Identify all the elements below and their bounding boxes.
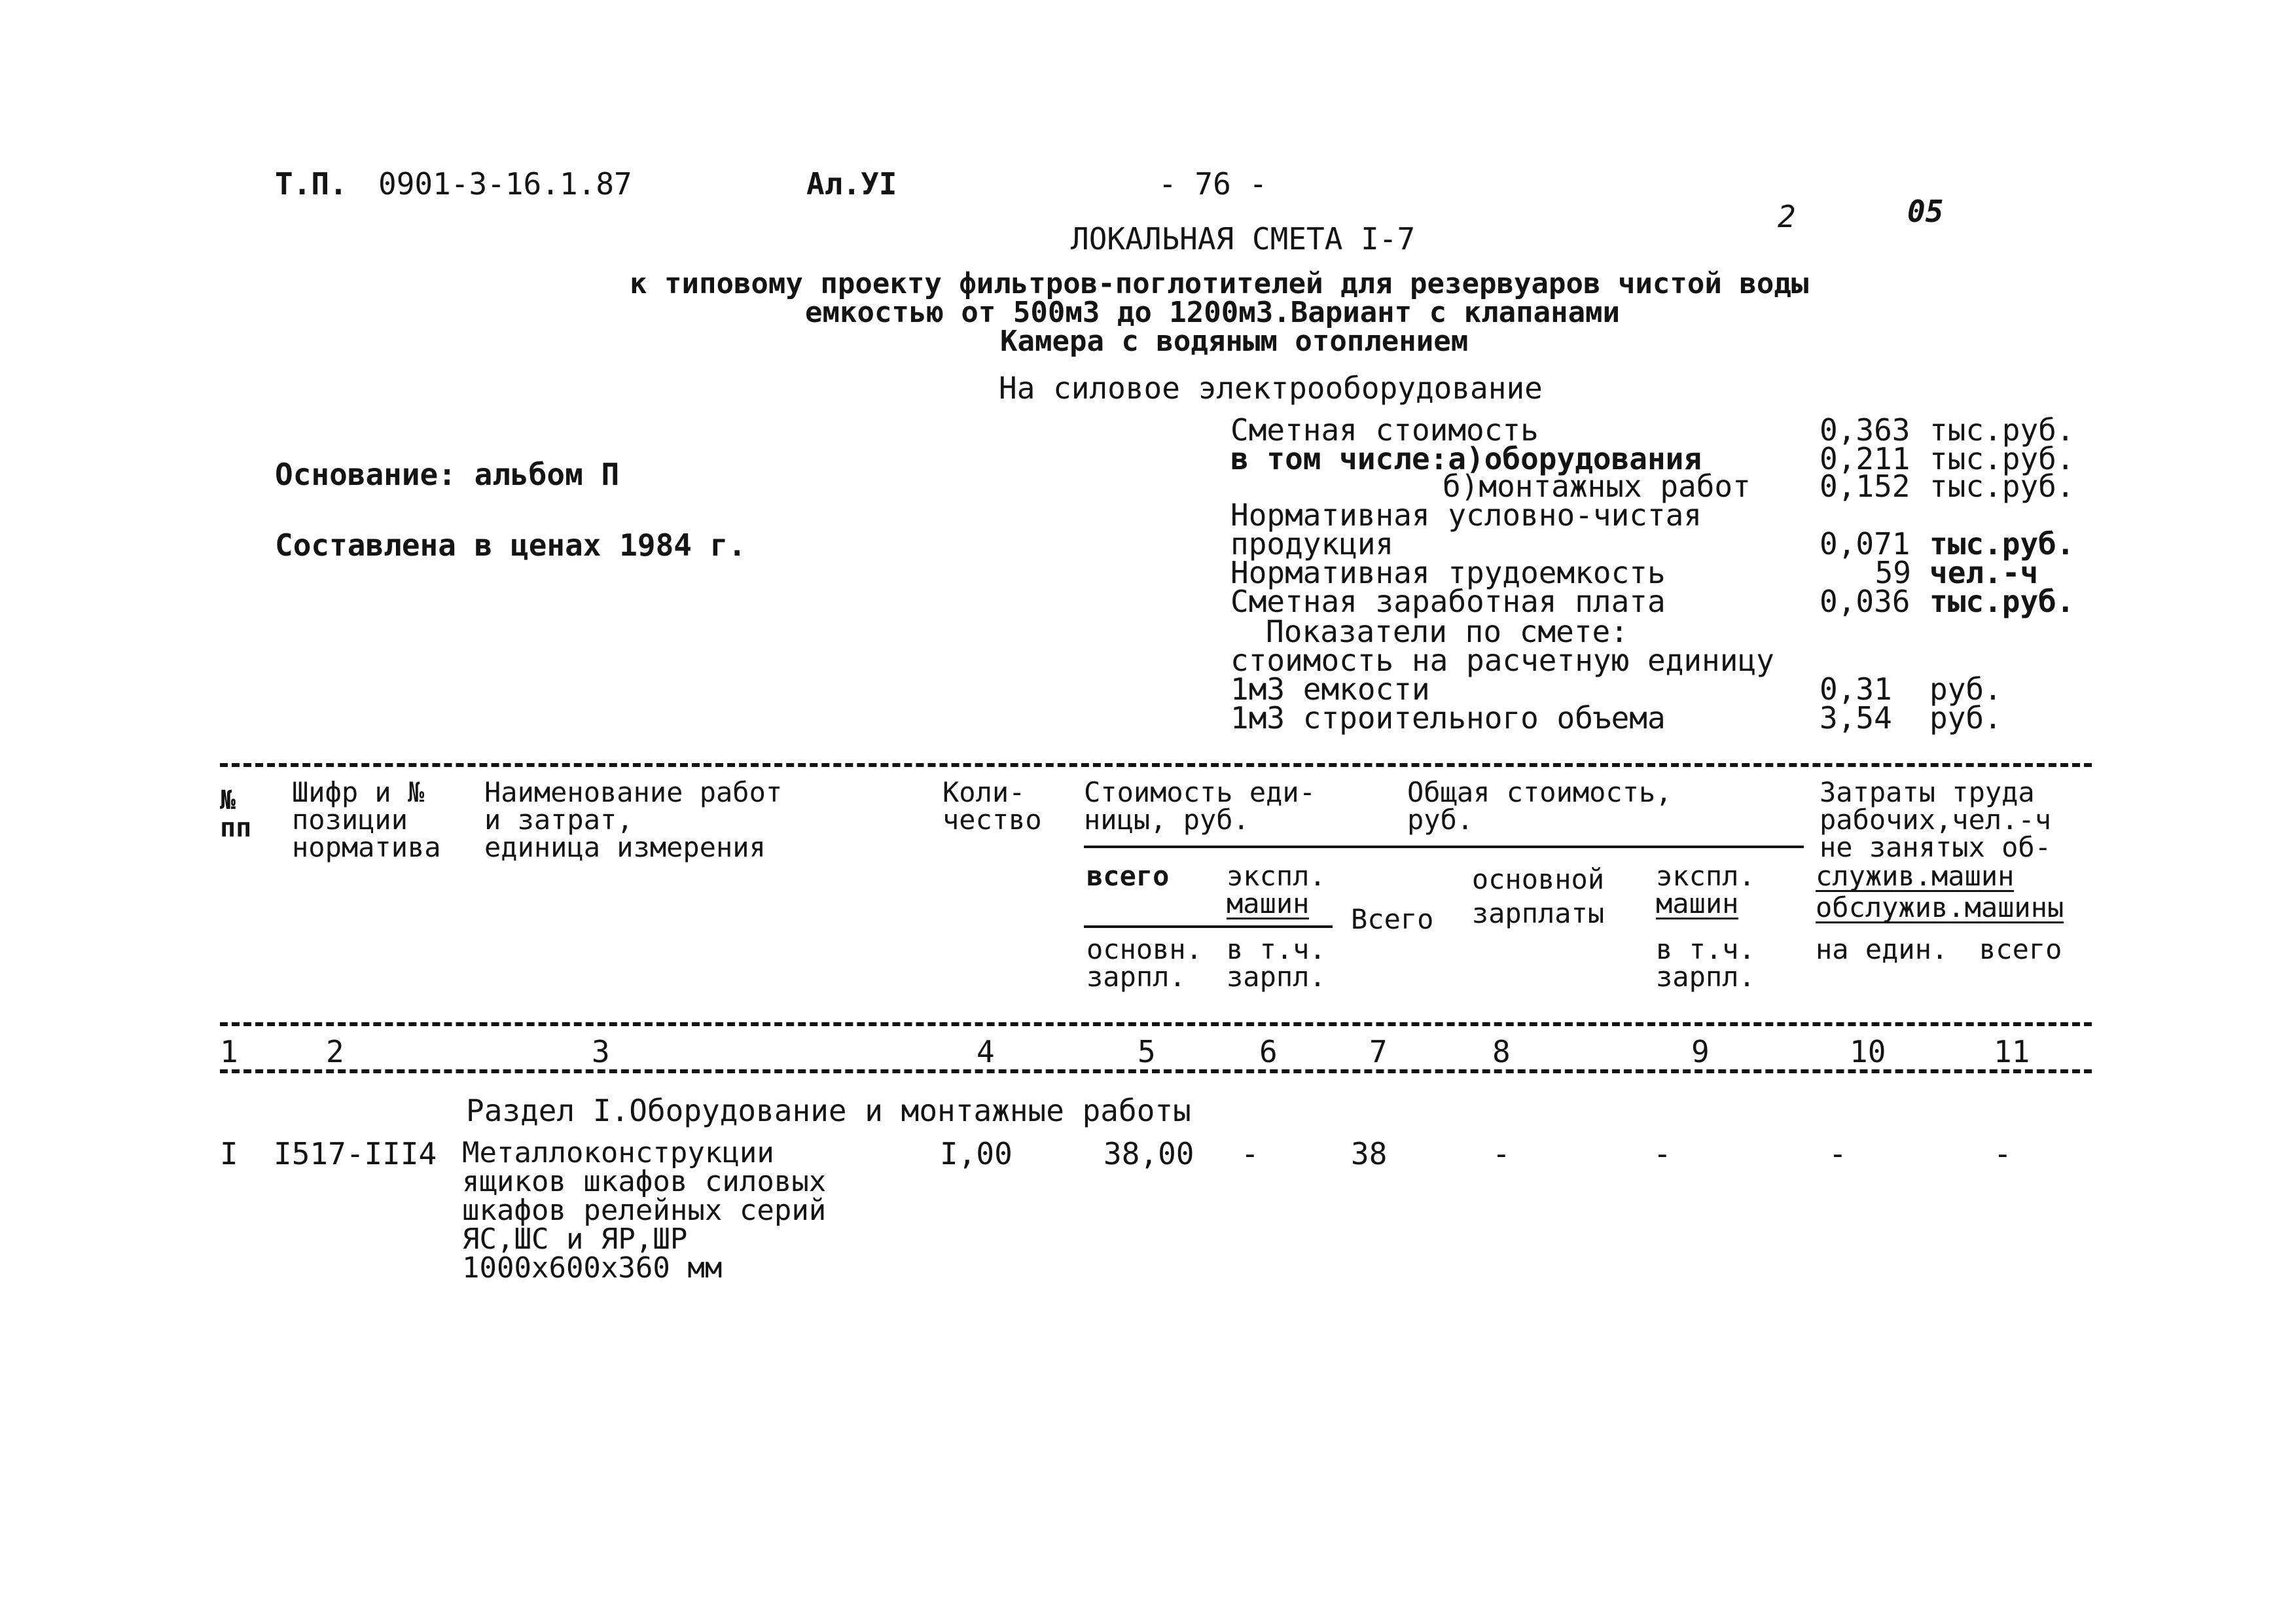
summary-label: Показатели по смете: xyxy=(1266,614,1628,649)
summary-unit: руб. xyxy=(1929,671,2002,707)
summary-unit: тыс.руб. xyxy=(1929,584,2075,619)
header-total-base: основной зарплаты xyxy=(1471,863,1605,929)
header-col-number: № пп xyxy=(220,785,252,843)
header-unit-cost: Стоимость еди- ницы, руб. xyxy=(1084,776,1316,836)
handwritten-mark-2: 05 xyxy=(1907,194,1944,229)
row-total-base: - xyxy=(1492,1136,1511,1171)
doc-number: 0901-3-16.1.87 xyxy=(378,166,632,202)
row-total: 38 xyxy=(1351,1136,1388,1171)
header-total-all: Всего xyxy=(1351,903,1434,935)
column-number: 8 xyxy=(1492,1034,1511,1069)
summary-label: Сметная заработная плата xyxy=(1230,584,1666,619)
basis-album: Основание: альбом П xyxy=(275,457,620,492)
title-line-3: Камера с водяным отоплением xyxy=(1000,325,1469,358)
summary-value: 0,211 xyxy=(1820,441,1910,476)
summary-value: 3,54 xyxy=(1820,700,1892,736)
row-labor-total: - xyxy=(1994,1136,2012,1171)
summary-unit: чел.-ч xyxy=(1929,555,2039,590)
document-title: ЛОКАЛЬНАЯ СМЕТА I-7 xyxy=(1071,221,1416,257)
column-number: 9 xyxy=(1691,1034,1710,1069)
page-number: - 76 - xyxy=(1158,166,1268,202)
column-number: 1 xyxy=(220,1034,238,1069)
summary-label: Нормативная условно-чистая xyxy=(1230,497,1702,533)
row-unit-mach: - xyxy=(1241,1136,1259,1171)
row-quantity: I,00 xyxy=(940,1136,1013,1171)
summary-value: 0,071 xyxy=(1820,526,1910,562)
header-labor: Затраты труда рабочих,чел.-ч не занятых об- xyxy=(1820,776,2052,863)
header-unit-mach-wage: в т.ч. зарпл. xyxy=(1227,933,1326,993)
row-number: I xyxy=(220,1136,238,1171)
row-total-mach: - xyxy=(1653,1136,1672,1171)
summary-unit: руб. xyxy=(1929,700,2002,736)
column-number: 4 xyxy=(977,1034,995,1069)
row-unit-total: 38,00 xyxy=(1103,1136,1194,1171)
title-line-1: к типовому проекту фильтров-поглотителей для резервуаров чистой воды xyxy=(630,267,1809,300)
summary-label: в том числе:а)оборудования xyxy=(1230,441,1702,476)
header-total-mach: экспл. xyxy=(1656,860,1755,892)
column-number: 6 xyxy=(1259,1034,1278,1069)
column-number: 7 xyxy=(1369,1034,1388,1069)
row-name: Металлоконструкции ящиков шкафов силовых шкафов релейных серий ЯС,ШС и ЯР,ШР 1000х600х360 мм xyxy=(462,1136,827,1285)
header-bottom-rule xyxy=(220,1022,2092,1026)
header-col-name: Наименование работ и затрат, единица измерения xyxy=(484,776,783,863)
summary-label: 1м3 строительного объема xyxy=(1230,700,1666,736)
header-unit-mach-2: машин xyxy=(1227,887,1310,919)
column-number: 11 xyxy=(1994,1034,2030,1069)
header-total-cost: Общая стоимость, руб. xyxy=(1407,776,1672,836)
header-labor-b: обслужив.машины xyxy=(1816,891,2064,923)
header-unit-base-wage: основн. зарпл. xyxy=(1086,933,1203,993)
column-number: 5 xyxy=(1138,1034,1156,1069)
summary-unit: тыс.руб. xyxy=(1929,441,2075,476)
header-labor-total: всего xyxy=(1979,933,2062,965)
column-number: 2 xyxy=(326,1034,344,1069)
summary-label: Нормативная трудоемкость xyxy=(1230,555,1666,590)
summary-label: б)монтажных работ xyxy=(1443,469,1751,504)
header-labor-a: служив.машин xyxy=(1816,860,2015,892)
header-rule-unit xyxy=(1084,925,1333,928)
summary-unit: тыс.руб. xyxy=(1929,526,2075,562)
header-col-code: Шифр и № позиции норматива xyxy=(292,776,441,863)
row-code: I517-III4 xyxy=(274,1136,437,1171)
row-labor-unit: - xyxy=(1829,1136,1847,1171)
header-total-mach-2: машин xyxy=(1656,887,1739,919)
summary-value: 0,363 xyxy=(1820,412,1910,448)
summary-label: стоимость на расчетную единицу xyxy=(1230,643,1774,678)
header-labor-per-unit: на един. xyxy=(1816,933,1948,965)
title-line-2: емкостью от 500м3 до 1200м3.Вариант с клапанами xyxy=(805,296,1621,329)
column-number-rule xyxy=(220,1069,2092,1073)
album-number: Ал.УI xyxy=(806,166,897,202)
summary-unit: тыс.руб. xyxy=(1929,412,2075,448)
header-unit-mach: экспл. xyxy=(1227,860,1326,892)
summary-value: 0,31 xyxy=(1820,671,1892,707)
header-col-quantity: Коли- чество xyxy=(942,776,1042,836)
header-total-mach-wage: в т.ч. зарпл. xyxy=(1656,933,1755,993)
header-unit-total: всего xyxy=(1086,860,1170,892)
summary-label: Сметная стоимость xyxy=(1230,412,1539,448)
table-top-rule xyxy=(220,763,2092,767)
basis-prices: Составлена в ценах 1984 г. xyxy=(275,527,747,563)
summary-value: 0,152 xyxy=(1820,469,1910,504)
column-number: 3 xyxy=(592,1034,610,1069)
summary-value: 59 xyxy=(1874,555,1911,590)
summary-value: 0,036 xyxy=(1820,584,1910,619)
summary-label: 1м3 емкости xyxy=(1230,671,1430,707)
doc-code: Т.П. xyxy=(275,166,348,202)
column-number: 10 xyxy=(1850,1034,1886,1069)
handwritten-mark-1: 2 xyxy=(1778,199,1796,234)
summary-unit: тыс.руб. xyxy=(1929,469,2075,504)
section-title: Раздел I.Оборудование и монтажные работы xyxy=(466,1093,1191,1128)
summary-label: продукция xyxy=(1230,526,1394,562)
title-line-4: На силовое электрооборудование xyxy=(999,370,1543,406)
header-rule-cost xyxy=(1084,846,1804,848)
